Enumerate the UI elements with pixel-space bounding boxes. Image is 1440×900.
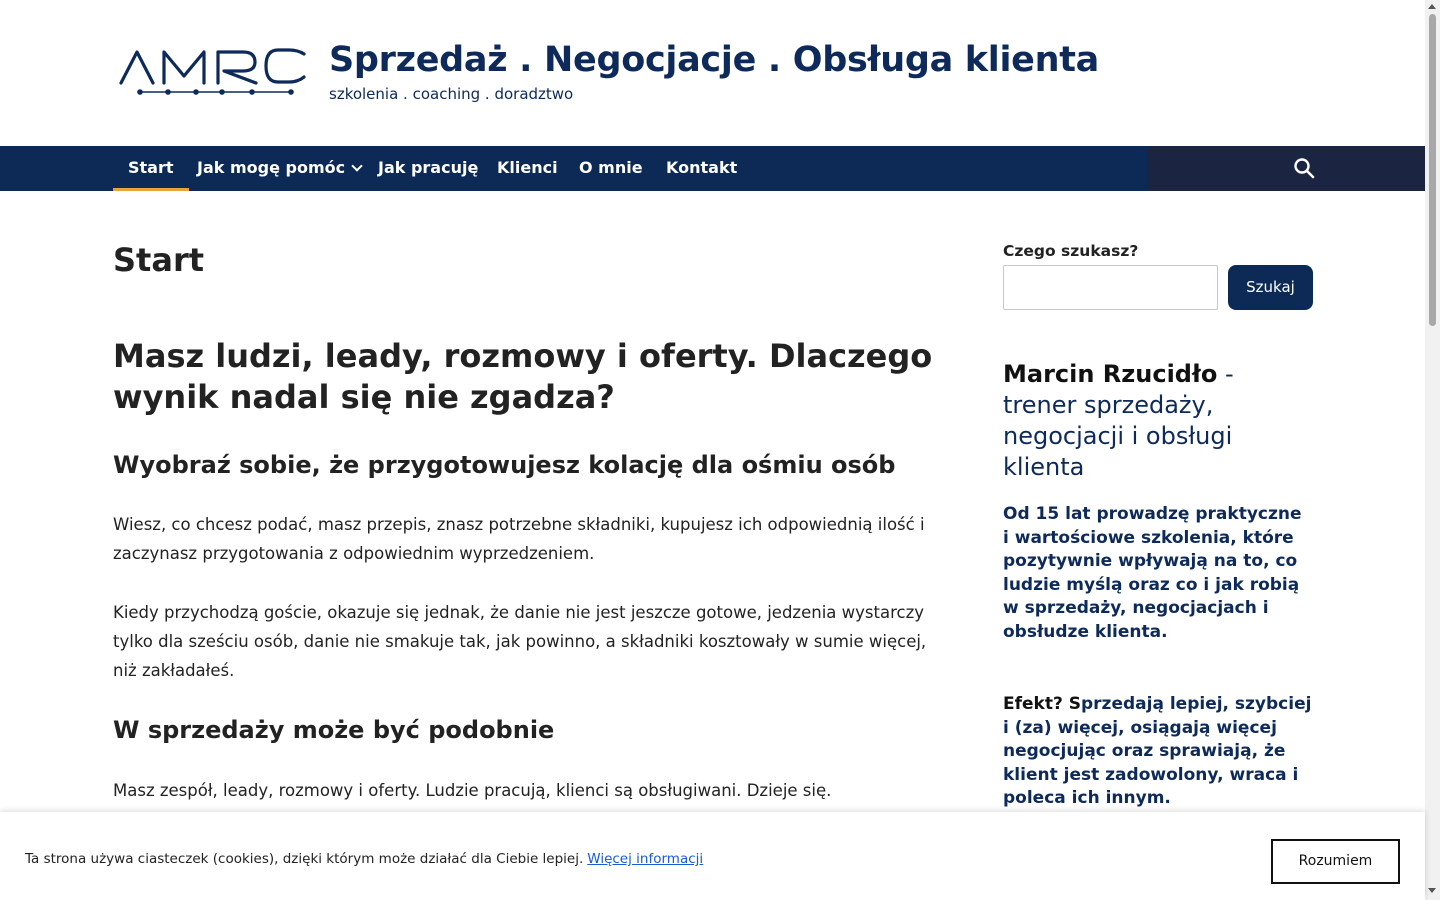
search-label: Czego szukasz? — [1003, 242, 1139, 260]
search-input[interactable] — [1003, 265, 1218, 310]
search-button[interactable]: Szukaj — [1228, 265, 1313, 310]
cookie-accept-button[interactable]: Rozumiem — [1271, 839, 1400, 884]
scroll-thumb[interactable] — [1429, 14, 1436, 326]
cookie-banner — [0, 812, 1425, 900]
site-title[interactable]: Sprzedaż . Negocjacje . Obsługa klienta — [329, 40, 1099, 80]
cookie-more-info-link[interactable]: Więcej informacji — [587, 851, 704, 867]
chevron-down-icon — [351, 160, 362, 171]
scroll-down-arrow-icon[interactable] — [1428, 888, 1436, 893]
page-title: Start — [113, 241, 205, 279]
trainer-role: - trener sprzedaży, negocjacji i obsługi klienta — [1003, 360, 1234, 481]
scroll-up-arrow-icon[interactable] — [1428, 4, 1436, 9]
nav-item-jak-moge-pomoc[interactable] — [182, 146, 376, 191]
main-heading: Masz ludzi, leady, rozmowy i oferty. Dlaczego wynik nadal się nie zgadza? — [113, 337, 933, 416]
nav-item-o-mnie[interactable]: O mnie — [579, 158, 643, 177]
nav-item-klienci[interactable]: Klienci — [497, 158, 558, 177]
sidebar-paragraph-2 — [1003, 693, 1313, 811]
main-nav — [0, 146, 1425, 191]
search-icon[interactable] — [1292, 156, 1316, 180]
paragraph-1: Wiesz, co chcesz podać, masz przepis, znasz potrzebne składniki, kupujesz ich odpowiednią ilość i zaczynasz przygotowania z odpowiednim wyprzedzeniem. — [113, 515, 925, 563]
effect-lead: Efekt? S — [1003, 694, 1081, 714]
paragraph-3: Masz zespół, leady, rozmowy i oferty. Ludzie pracują, klienci są obsługiwani. Dzieje się. — [113, 781, 832, 800]
subheading-kolacja: Wyobraź sobie, że przygotowujesz kolację dla ośmiu osób — [113, 451, 896, 479]
site-tagline: szkolenia . coaching . doradztwo — [329, 85, 574, 103]
nav-item-start[interactable]: Start — [113, 146, 189, 191]
cookie-message: Ta strona używa ciasteczek (cookies), dzięki którym może działać dla Ciebie lepiej. — [25, 851, 584, 867]
nav-search-area — [1147, 146, 1425, 191]
nav-item-jak-pracuje[interactable]: Jak pracuję — [378, 158, 479, 177]
page-scrollbar[interactable] — [1425, 0, 1440, 900]
trainer-heading — [1003, 359, 1313, 483]
paragraph-2: Kiedy przychodzą goście, okazuje się jednak, że danie nie jest jeszcze gotowe, jedzenia wystarczy tylko dla sześciu osób, danie nie smakuje tak, jak powinno, a składniki kosztowały w sumie więcej, niż zakładałeś. — [113, 603, 927, 680]
site-header — [0, 0, 1425, 146]
cookie-text — [25, 851, 703, 867]
subheading-sprzedaz: W sprzedaży może być podobnie — [113, 716, 555, 744]
sidebar-paragraph-1: Od 15 lat prowadzę praktyczne i wartościowe szkolenia, które pozytywnie wpływają na to, co ludzie myślą oraz co i jak robią w sprzedaży, negocjacjach i obsłudze klienta. — [1003, 504, 1302, 642]
nav-item-kontakt[interactable]: Kontakt — [666, 158, 738, 177]
effect-text: przedają lepiej, szybciej i (za) więcej, osiągają więcej negocjując oraz sprawiają, że klient jest zadowolony, wraca i poleca ich innym. — [1003, 694, 1312, 808]
amrc-logo[interactable] — [118, 44, 310, 100]
trainer-name: Marcin Rzucidło — [1003, 360, 1218, 388]
nav-item-label: Jak mogę pomóc — [197, 158, 346, 177]
